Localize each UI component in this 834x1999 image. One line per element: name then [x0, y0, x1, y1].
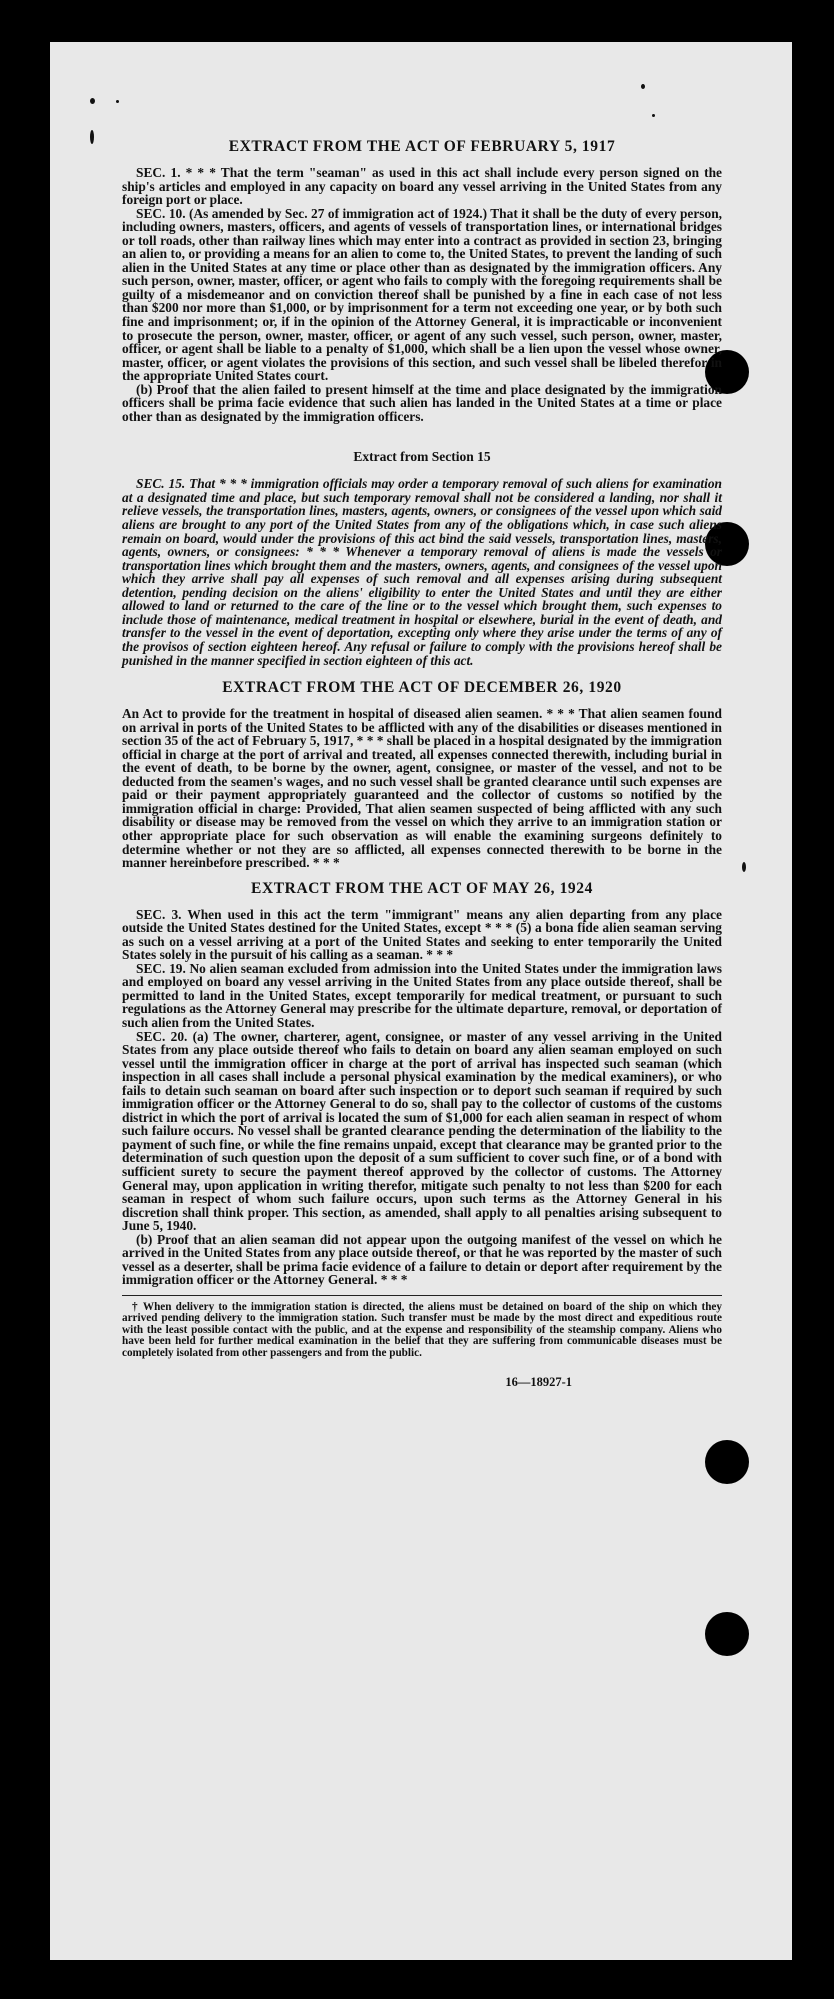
punch-hole: [705, 1612, 749, 1656]
heading-act-1917: EXTRACT FROM THE ACT OF FEBRUARY 5, 1917: [228, 138, 616, 155]
paragraph-sec-15: SEC. 15. That * * * immigration officials may order a temporary removal of such aliens for examination at a designated time and place, but such temporary removal shall not be considered a landing, nor shall it relieve vessels, the transportation lines, masters, agents, owners, or consignees of the vessel upon which said aliens are brought to any port of the United States from any of the obligations which, in case such aliens remain on board, would under the provisions of this act bind the said vessels, transportation lines, masters, agents, owners, or consignees: * * * Whenever a temporary removal of aliens is made the vessels or transportation lines which brought them and the masters, owners, agents, and consignees of the vessel upon which they arrive shall pay all expenses of such removal and all expenses arising during subsequent detention, pending decision on the aliens' eligibility to enter the United States and until they are either allowed to land or returned to the care of the line or to the vessel which brought them, such expenses to include those of maintenance, medical treatment in hospital or elsewhere, burial in the event of death, and transfer to the vessel in the event of deportation, excepting only where they arise under the terms of any of the provisos of section eighteen hereof. Any refusal or failure to comply with the provisions hereof shall be punished in the manner specified in section eighteen of this act.: [122, 476, 722, 668]
speck-mark: [652, 114, 655, 117]
paragraph-sec-3: SEC. 3. When used in this act the term "immigrant" means any alien departing from any place outside the United States destined for the United States, except * * * (5) a bona fide alien seaman serving as such on a vessel arriving at a port of the United States and seeking to enter temporarily the United States solely in the pursuit of his calling as a seaman. * * *: [122, 906, 722, 963]
paragraph-sec-19: SEC. 19. No alien seaman excluded from admission into the United States under the immigration laws and employed on board any vessel arriving in the United States from any place outside thereof, shall be permitted to land in the United States, except temporarily for medical treatment, or pursuant to such regulations as the Attorney General may prescribe for the ultimate departure, removal, or deportation of such alien from the United States.: [122, 960, 722, 1030]
document-body: [122, 138, 722, 1390]
footnote-divider: [122, 1295, 722, 1296]
paragraph-sec-10: SEC. 10. (As amended by Sec. 27 of immigration act of 1924.) That it shall be the duty of every person, including owners, masters, officers, and agents of vessels of transportation lines, or international bridges or toll roads, other than railway lines which may enter into a contract as provided in section 23, bringing an alien to, or providing a means for an alien to come to, the United States, to prevent the landing of such alien in the United States at any time or place other than as designated by the immigration officers. Any such person, owner, master, officer, or agent who fails to comply with the foregoing requirements shall be guilty of a misdemeanor and on conviction thereof shall be punished by a fine in each case of not less than $200 nor more than $1,000, or by imprisonment for a term not exceeding one year, or by both such fine and imprisonment; or, if in the opinion of the Attorney General, it is impracticable or inconvenient to prosecute the person, owner, master, officer, or agent of any such vessel, such person, owner, master, officer, or agent shall be liable to a penalty of $1,000, which shall be a lien upon the vessel whose owner, master, officer, or agent violates the provisions of this section, and such vessel shall be libeled therefor in the appropriate United States court.: [122, 205, 722, 384]
speck-mark: [90, 130, 94, 144]
punch-hole: [705, 1440, 749, 1484]
paragraph-sec-20a: SEC. 20. (a) The owner, charterer, agent, consignee, or master of any vessel arriving in the United States from any place outside thereof who fails to detain on board any alien seaman employed on such vessel until the immigration officer in charge at the port of arrival has inspected such seaman (which inspection in all cases shall include a personal physical examination by the medical examiners), or who fails to detain such seaman on board after such inspection or to deport such seaman if required by such immigration officer or the Attorney General to do so, shall pay to the collector of customs of the customs district in which the port of arrival is located the sum of $1,000 for each alien seaman in respect of whom such failure occurs. No vessel shall be granted clearance pending the determination of the liability to the payment of such fine, or while the fine remains unpaid, except that clearance may be granted prior to the determination of such question upon the deposit of a sum sufficient to cover such fine, or of a bond with sufficient surety to secure the payment thereof approved by the collector of customs. The Attorney General may, upon application in writing therefor, mitigate such penalty to not less than $200 for each seaman in respect of whom such failure occurs, upon such terms as the Attorney General in his discretion shall think proper. This section, as amended, shall apply to all penalties arising subsequent to June 5, 1940.: [122, 1028, 722, 1234]
paragraph-sec-20b: (b) Proof that an alien seaman did not appear upon the outgoing manifest of the vessel on which he arrived in the United States from any place outside thereof, or that he was reported by the master of such vessel as a deserter, shall be prima facie evidence of a failure to detain or deport after requirement by the immigration officer or the Attorney General. * * *: [122, 1231, 722, 1288]
paragraph-sec-1: SEC. 1. * * * That the term "seaman" as used in this act shall include every person signed on the ship's articles and employed in any capacity on board any vessel arriving in the United States from any foreign port or place.: [122, 165, 722, 208]
form-number: 16—18927-1: [505, 1374, 572, 1389]
heading-section-15: Extract from Section 15: [353, 449, 491, 465]
speck-mark: [641, 84, 645, 89]
footnote-block: [122, 1302, 722, 1359]
speck-mark: [116, 100, 119, 103]
section-15-block: [122, 477, 722, 667]
speck-mark: [90, 98, 95, 104]
footnote-text: † When delivery to the immigration station is directed, the aliens must be detained on board of the ship on which they arrived pending delivery to the immigration station. Such transfer must be made by the most direct and expeditious route with the least possible contact with the public, and at the expense and responsibility of the steamship company. Aliens who have been held for further medical examination in the belief that they are suffering from communicable diseases must be completely isolated from other passengers and from the public.: [122, 1300, 722, 1359]
speck-mark: [742, 862, 746, 872]
heading-act-1920: EXTRACT FROM THE ACT OF DECEMBER 26, 1920: [222, 679, 622, 697]
heading-act-1924: EXTRACT FROM THE ACT OF MAY 26, 1924: [251, 879, 593, 897]
paragraph-act-1920: An Act to provide for the treatment in hospital of diseased alien seamen. * * * That alien seamen found on arrival in ports of the United States to be afflicted with any of the disabilities or diseases mentioned in section 35 of the act of February 5, 1917, * * * shall be placed in a hospital designated by the immigration official in charge at the port of arrival and treated, all expenses connected therewith, including burial in the event of death, to be borne by the owner, agent, consignee, or master of the vessel, and not to be deducted from the seamen's wages, and no such vessel shall be granted clearance until such expenses are paid or their payment appropriately guaranteed and the collector of customs so notified by the immigration official in charge: Provided, That alien seamen suspected of being afflicted with any such disability or disease may be removed from the vessel on which they arrive to an immigration station or other appropriate place for such observation as will enable the examining surgeons definitely to determine whether or not they are so afflicted, all expenses connected therewith to be borne in the manner hereinbefore prescribed. * * *: [122, 706, 722, 871]
paragraph-sec-10b: (b) Proof that the alien failed to present himself at the time and place designated by the immigration officers shall be prima facie evidence that such alien has landed in the United States at a time or place other than as designated by the immigration officers.: [122, 381, 722, 424]
document-page: [50, 42, 792, 1960]
